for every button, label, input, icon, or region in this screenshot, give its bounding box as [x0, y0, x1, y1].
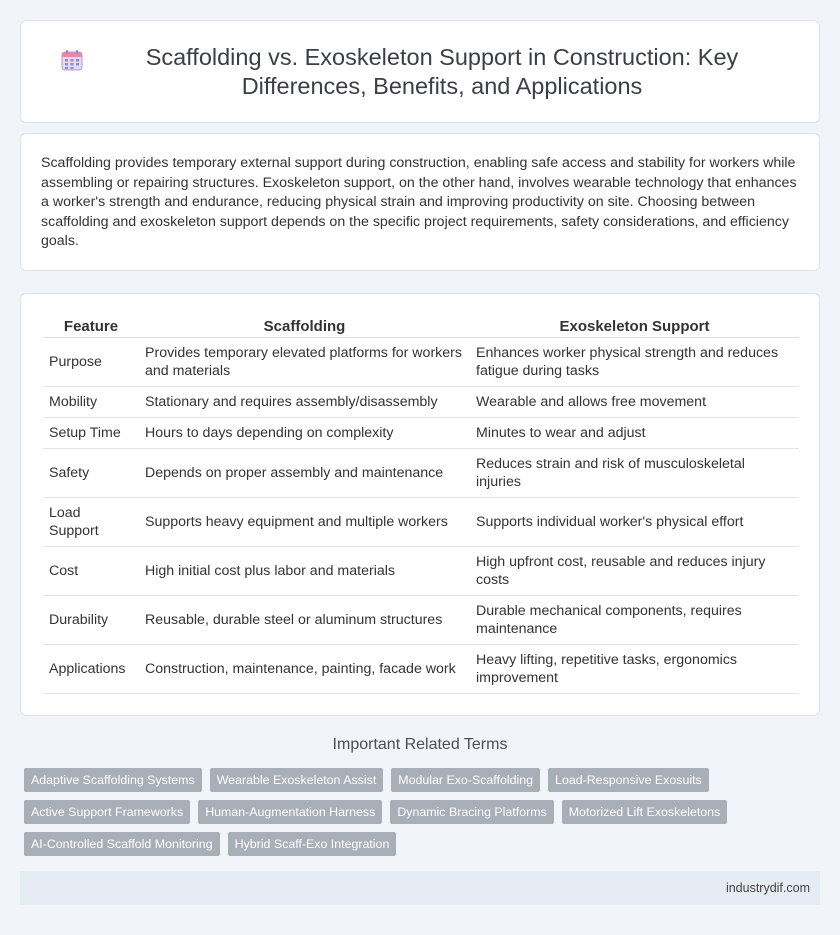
exoskeleton-cell: Minutes to wear and adjust [470, 418, 799, 449]
related-term-tag[interactable]: Active Support Frameworks [24, 800, 190, 824]
feature-cell: Safety [43, 449, 139, 498]
related-term-tag[interactable]: AI-Controlled Scaffold Monitoring [24, 832, 220, 856]
related-terms-list [24, 768, 820, 856]
exoskeleton-cell: Supports individual worker's physical effort [470, 498, 799, 547]
title-card [20, 20, 820, 123]
footer-site[interactable]: industrydif.com [725, 881, 810, 895]
feature-cell: Durability [43, 596, 139, 645]
table-row [43, 338, 799, 387]
comparison-table-card [20, 293, 820, 716]
scaffolding-cell: Construction, maintenance, painting, facade work [139, 645, 470, 694]
table-row [43, 418, 799, 449]
related-term-tag[interactable]: Load-Responsive Exosuits [548, 768, 709, 792]
related-term-tag[interactable]: Human-Augmentation Harness [198, 800, 382, 824]
scaffolding-cell: Stationary and requires assembly/disassembly [139, 387, 470, 418]
related-term-tag[interactable]: Wearable Exoskeleton Assist [210, 768, 384, 792]
calendar-icon [61, 49, 83, 71]
header-exoskeleton: Exoskeleton Support [470, 314, 799, 338]
feature-cell: Setup Time [43, 418, 139, 449]
intro-card [20, 133, 820, 271]
title-wrap [21, 43, 819, 101]
table-header-row [43, 314, 799, 338]
feature-cell: Load Support [43, 498, 139, 547]
related-term-tag[interactable]: Modular Exo-Scaffolding [391, 768, 540, 792]
related-term-tag[interactable]: Hybrid Scaff-Exo Integration [228, 832, 397, 856]
scaffolding-cell: High initial cost plus labor and materials [139, 547, 470, 596]
scaffolding-cell: Hours to days depending on complexity [139, 418, 470, 449]
footer [20, 871, 820, 905]
exoskeleton-cell: Wearable and allows free movement [470, 387, 799, 418]
scaffolding-cell: Supports heavy equipment and multiple workers [139, 498, 470, 547]
scaffolding-cell: Reusable, durable steel or aluminum structures [139, 596, 470, 645]
scaffolding-cell: Depends on proper assembly and maintenance [139, 449, 470, 498]
comparison-table [43, 314, 799, 694]
related-term-tag[interactable]: Adaptive Scaffolding Systems [24, 768, 202, 792]
scaffolding-cell: Provides temporary elevated platforms for workers and materials [139, 338, 470, 387]
exoskeleton-cell: Enhances worker physical strength and reduces fatigue during tasks [470, 338, 799, 387]
table-row [43, 387, 799, 418]
exoskeleton-cell: Reduces strain and risk of musculoskeletal injuries [470, 449, 799, 498]
related-terms-title: Important Related Terms [332, 736, 508, 753]
table-row [43, 449, 799, 498]
exoskeleton-cell: Durable mechanical components, requires maintenance [470, 596, 799, 645]
header-scaffolding: Scaffolding [139, 314, 470, 338]
exoskeleton-cell: High upfront cost, reusable and reduces injury costs [470, 547, 799, 596]
feature-cell: Mobility [43, 387, 139, 418]
related-term-tag[interactable]: Dynamic Bracing Platforms [390, 800, 553, 824]
related-term-tag[interactable]: Motorized Lift Exoskeletons [562, 800, 728, 824]
feature-cell: Applications [43, 645, 139, 694]
feature-cell: Cost [43, 547, 139, 596]
feature-cell: Purpose [43, 338, 139, 387]
table-row [43, 547, 799, 596]
page-title: Scaffolding vs. Exoskeleton Support in Construction: Key Differences, Benefits, and Applications [145, 43, 739, 99]
exoskeleton-cell: Heavy lifting, repetitive tasks, ergonomics improvement [470, 645, 799, 694]
header-feature: Feature [43, 314, 139, 338]
table-row [43, 498, 799, 547]
table-row [43, 645, 799, 694]
intro-paragraph: Scaffolding provides temporary external support during construction, enabling safe access and stability for workers while assembling or repairing structures. Exoskeleton support, on the other hand, involves wearable technology that enhances a worker's strength and endurance, reducing physical strain and improving productivity on site. Choosing between scaffolding and exoskeleton support depends on the specific project requirements, safety considerations, and efficiency goals. [41, 155, 797, 250]
table-row [43, 596, 799, 645]
